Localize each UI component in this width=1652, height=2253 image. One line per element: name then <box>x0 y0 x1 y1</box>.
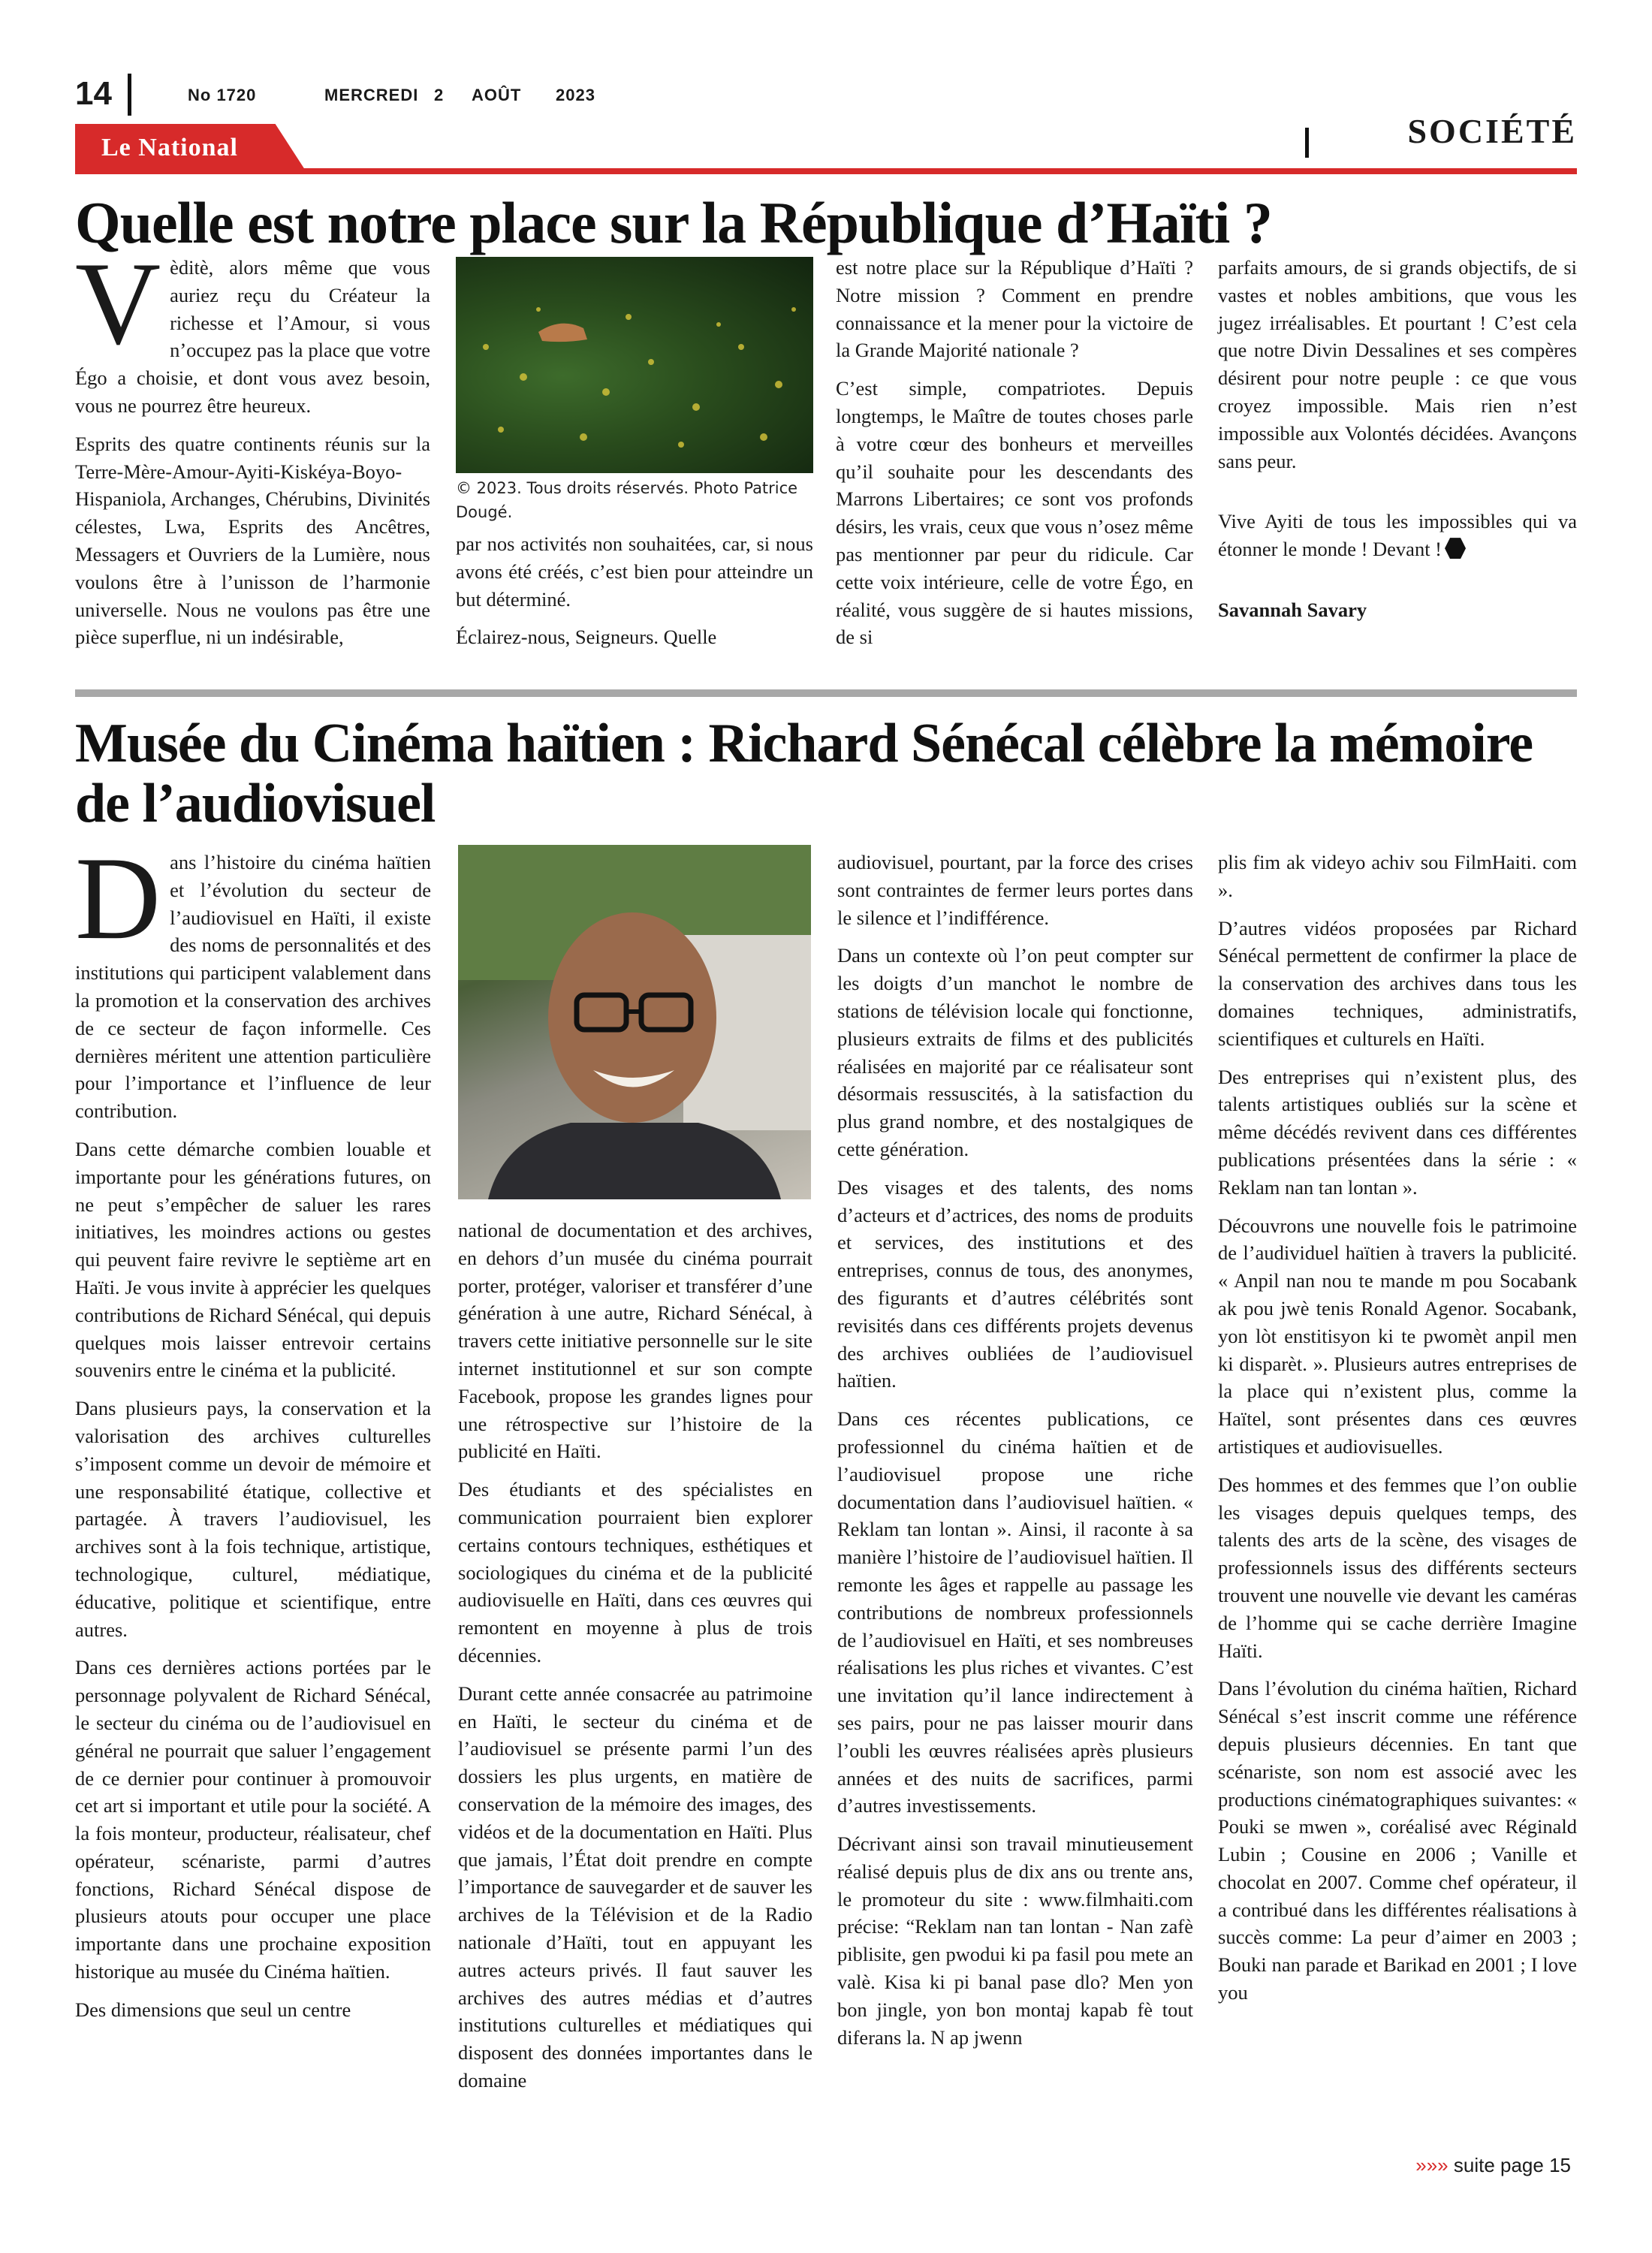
article2-paragraph: Dans plusieurs pays, la conservation et la valorisation des archives culturelles s’imposent comme un devoir de mémoire et une responsabilité étatique, collective et partagée. À travers l’audiovisuel, les archives sont à la fois technique, artistique, technologique, culturel, médiatique, éducative, politique et scientifique, entre autres. <box>75 1397 431 1641</box>
section-name: SOCIÉTÉ <box>1407 112 1577 150</box>
article2-drop-cap: D <box>75 833 161 964</box>
issue-date-day: 2 <box>434 86 445 104</box>
flower-field-image <box>456 257 813 473</box>
article2-paragraph: Décrivant ainsi son travail minutieusement réalisé depuis plus de dix ans ou trente ans, le promoteur du site : www.filmhaiti.com précise: “Reklam nan tan lontan - Nan zafè piblisite, gen pwodui ki pa fasil pou mete an valè. Kisa ki pi banal pase dlo? Men yon bon jingle, yon bon montaj kapab fè tout diferans la. N ap jwenn <box>837 1832 1193 2049</box>
article2-column-2 <box>458 1217 812 2105</box>
article1-closing: Vive Ayiti de tous les impossibles qui va étonner le monde ! Devant ! <box>1218 510 1577 561</box>
page-number-divider <box>128 74 131 116</box>
issue-number: No 1720 <box>188 86 257 104</box>
article1-photo-caption: © 2023. Tous droits réservés. Photo Patrice Dougé. <box>456 479 798 521</box>
article2-paragraph: Dans ces dernières actions portées par le personnage polyvalent de Richard Sénécal, le secteur du cinéma ou de l’audiovisuel en général ne pourrait que saluer l’engagement de ce dernier pour continuer à promouvoir cet art si important et utile pour la société. A la fois monteur, producteur, réalisateur, chef opérateur, scénariste, parmi d’autres fonctions, Richard Sénécal dispose de plusieurs atouts pour occuper une place importante dans une prochaine exposition historique au musée du Cinéma haïtien. <box>75 1656 431 1983</box>
article2-paragraph: Dans cette démarche combien louable et importante pour les générations futures, on ne peut s’empêcher de saluer les rares initiatives, les moindres actions ou gestes qui peuvent faire revivre le septième art en Haïti. Je vous invite à apprécier les quelques contributions de Richard Sénécal, qui depuis quelques mois laisser entrevoir certains souvenirs entre le cinéma et la publicité. <box>75 1137 431 1382</box>
article2-column-3 <box>837 849 1193 2061</box>
article2-paragraph: Dans un contexte où l’on peut compter sur les doigts d’un manchot le nombre de stations de télévision locale qui fonctionne, plusieurs extraits de films et des publicités réalisées en majorité par ce réalisateur sont désormais ressuscités, à la satisfaction du plus grand nombre, et des nostalgiques de cette génération. <box>837 944 1193 1160</box>
issue-year: 2023 <box>556 86 595 104</box>
article1-paragraph: Esprits des quatre continents réunis sur la Terre-Mère-Amour-Ayiti-Kiskéya-Boyo-Hispaniola, Archanges, Chérubins, Divinités célestes, Lwa, Esprits des Ancêtres, Messagers et Ouvriers de la Lumière, nous voulons être à l’unisson de l’harmonie universelle. Nous ne voulons pas être une pièce superflue, ni un indésirable, <box>75 432 430 649</box>
article2-paragraph: Des visages et des talents, des noms d’acteurs et d’actrices, des noms de produits et services, des institutions et des entreprises, connus de tous, des anonymes, des figurants et d’autres célébrités sont revisités dans ces différents projets devenus des archives oubliées de l’audiovisuel haïtien. <box>837 1175 1193 1392</box>
article2-paragraph: Des hommes et des femmes que l’on oublie les visages depuis quelques temps, des talents des arts de la scène, des visages de professionnels issus des différents secteurs trouvent une nouvelle vie devant les caméras de l’homme qui se cache derrière Imagine Haïti. <box>1218 1473 1577 1662</box>
article2-column-4 <box>1218 849 1577 2017</box>
article2-column-1 <box>75 833 431 2034</box>
article2-paragraph: national de documentation et des archives, en dehors d’un musée du cinéma pourrait porter, protéger, valoriser et transférer d’une génération à une autre, Richard Sénécal, à travers cette initiative personnelle sur le site internet institutionnel et sur son compte Facebook, propose les grandes lignes pour une rétrospective sur l’histoire de la publicité en Haïti. <box>458 1219 812 1463</box>
article2-paragraph: Des entreprises qui n’existent plus, des talents artistiques oubliés sur la scène et même décédés revivent dans ces différentes publications présentées dans la série : « Reklam nan tan lontan ». <box>1218 1065 1577 1199</box>
article1-paragraph: Éclairez-nous, Seigneurs. Quelle <box>456 626 717 649</box>
article2-paragraph: Durant cette année consacrée au patrimoine en Haïti, le secteur du cinéma et de l’audiovisuel se présente parmi l’un des dossiers les plus urgents, en matière de conservation de la mémoire des images, des vidéos et de la documentation en Haïti. Plus que jamais, l’État doit prendre en compte l’importance de sauvegarder et de sauver les archives de la Télévision et de la Radio nationale d’Haïti, tout en appuyant les autres acteurs privés. Il faut sauver les archives des autres médias et d’autres institutions culturelles et médiatiques qui disposent des données importantes dans le domaine <box>458 1681 812 2092</box>
issue-day: MERCREDI <box>324 86 419 104</box>
article2-title: Musée du Cinéma haïtien : Richard Sénécal célèbre la mémoire de l’audiovisuel <box>75 713 1533 834</box>
article2-paragraph: Dans l’évolution du cinéma haïtien, Richard Sénécal s’est inscrit comme une référence depuis plusieurs décennies. En tant que scénariste, son nom est associé avec les productions cinématographiques suivantes: « Pouki se mwen », coréalisé avec Réginald Lubin ; Cousine en 2006 ; Vanille et chocolat en 2007. Comme chef opérateur, il a contribué dans les différentes réalisations à succès comme: La peur d’aimer en 2003 ; Bouki nan parade et Barikad en 2001 ; I love you <box>1218 1677 1577 2004</box>
header-red-rule <box>75 168 1577 174</box>
issue-month: AOÛT <box>472 86 522 104</box>
article2-paragraph: D’autres vidéos proposées par Richard Sénécal permettent de confirmer la place de la conservation des archives dans tous les domaines techniques, administratifs, scientifiques et culturels en Haïti. <box>1218 916 1577 1050</box>
article1-author: Savannah Savary <box>1218 598 1367 621</box>
continued-link[interactable] <box>1415 2154 1571 2177</box>
end-mark-icon <box>1445 538 1466 559</box>
article1-column-1 <box>75 238 430 662</box>
article1-paragraph: est notre place sur la République d’Haïti ? Notre mission ? Comment en prendre connaissance et la mener pour la victoire de la Grande Majorité nationale ? <box>836 256 1193 362</box>
article2-paragraph: audiovisuel, pourtant, par la force des crises sont contraintes de fermer leurs portes dans le silence et l’indifférence. <box>837 851 1193 929</box>
article2-paragraph: Des dimensions que seul un centre <box>75 1998 351 2021</box>
portrait-photo <box>458 845 811 1199</box>
article1-drop-cap: V <box>75 238 161 369</box>
animal-silhouette <box>538 324 587 342</box>
continued-arrows: »»» <box>1415 2154 1449 2176</box>
article2-paragraph: Des étudiants et des spécialistes en communication pourraient bien explorer certains contours techniques, esthétiques et sociologiques du cinéma et de la publicité audiovisuelle en Haïti, dans ces œuvres qui remontent en moyenne à plus de trois décennies. <box>458 1478 812 1666</box>
article2-paragraph: ans l’histoire du cinéma haïtien et l’évolution du secteur de l’audiovisuel en Haïti, il existe des noms de personnalités et des institutions qui participent valablement dans la promotion et la conservation des archives de ce secteur de façon informelle. Ces dernières méritent une attention particulière pour l’importance et l’influence de leur contribution. <box>75 851 431 1123</box>
article2-paragraph: Dans ces récentes publications, ce professionnel du cinéma haïtien et de l’audiovisuel propose une riche documentation dans l’audiovisuel haïtien. « Reklam tan lontan ». Ainsi, il raconte à sa manière l’histoire de l’audiovisuel haïtien. Il remonte les âges et rappelle au passage les contributions de nombreux professionnels de l’audiovisuel en Haïti, et ses nombreuses réalisations les plus riches et vivantes. C’est une invitation qu’il lance indirectement à ses pairs, pour ne pas laisser mourir dans l’oubli les œuvres réalisées après plusieurs années et des nuits de sacrifices, parmi d’autres investissements. <box>837 1407 1193 1817</box>
article1-paragraph: èditè, alors même que vous auriez reçu du Créateur la richesse et l’Amour, si vous n’occupez pas la place que votre Égo a choisie, et dont vous avez besoin, vous ne pourrez être heureux. <box>75 256 430 417</box>
article1-title: Quelle est notre place sur la République d’Haïti ? <box>75 190 1272 255</box>
article1-photo <box>456 257 813 473</box>
continued-text: suite page 15 <box>1453 2154 1571 2176</box>
section-divider <box>1305 128 1309 158</box>
article1-paragraph: C’est simple, compatriotes. Depuis longtemps, le Maître de toutes choses parle à votre cœur des bonheurs et merveilles qu’il souhaite pour les descendants des Marrons Libertaires; ce sont vos profonds désirs, les vrais, ceux que vous n’osez même pas mentionner par peur du ridicule. Car cette voix intérieure, celle de votre Égo, en réalité, vous suggère de si hautes missions, de si <box>836 377 1193 649</box>
article-divider <box>75 689 1577 697</box>
article1-column-3 <box>836 254 1193 662</box>
article2-paragraph: Découvrons une nouvelle fois le patrimoine de l’audividuel haïtien à travers la publicité. « Anpil nan nou te mande m pou Socabank ak pou jwè tenis Ronald Agenor. Socabank, yon lòt enstitisyon ki te pwomèt anpil men ki disparèt. ». Plusieurs autres entreprises de la place qui n’existent plus, comme la Haïtel, sont présentes dans ces œuvres artistiques et audiovisuelles. <box>1218 1214 1577 1458</box>
shirt-shape <box>488 1123 781 1199</box>
article1-column-2 <box>456 530 813 662</box>
article1-column-4 <box>1218 254 1577 635</box>
article1-paragraph: parfaits amours, de si grands objectifs, de si vastes et nobles ambitions, que vous les jugez irréalisables. Et pourtant ! C’est cela que notre Divin Dessalines et ses compères désirent pour notre peuple : ce que vous croyez impossible. Mais rien n’est impossible aux Volontés décidées. Avançons sans peur. <box>1218 256 1577 472</box>
publication-name: Le National <box>101 134 238 161</box>
article2-paragraph: plis fim ak videyo achiv sou FilmHaiti. com ». <box>1218 851 1577 901</box>
portrait-image <box>458 845 811 1199</box>
page-number: 14 <box>75 75 112 112</box>
article1-paragraph: par nos activités non souhaitées, car, si nous avons été créés, c’est bien pour atteindre un but déterminé. <box>456 532 813 611</box>
